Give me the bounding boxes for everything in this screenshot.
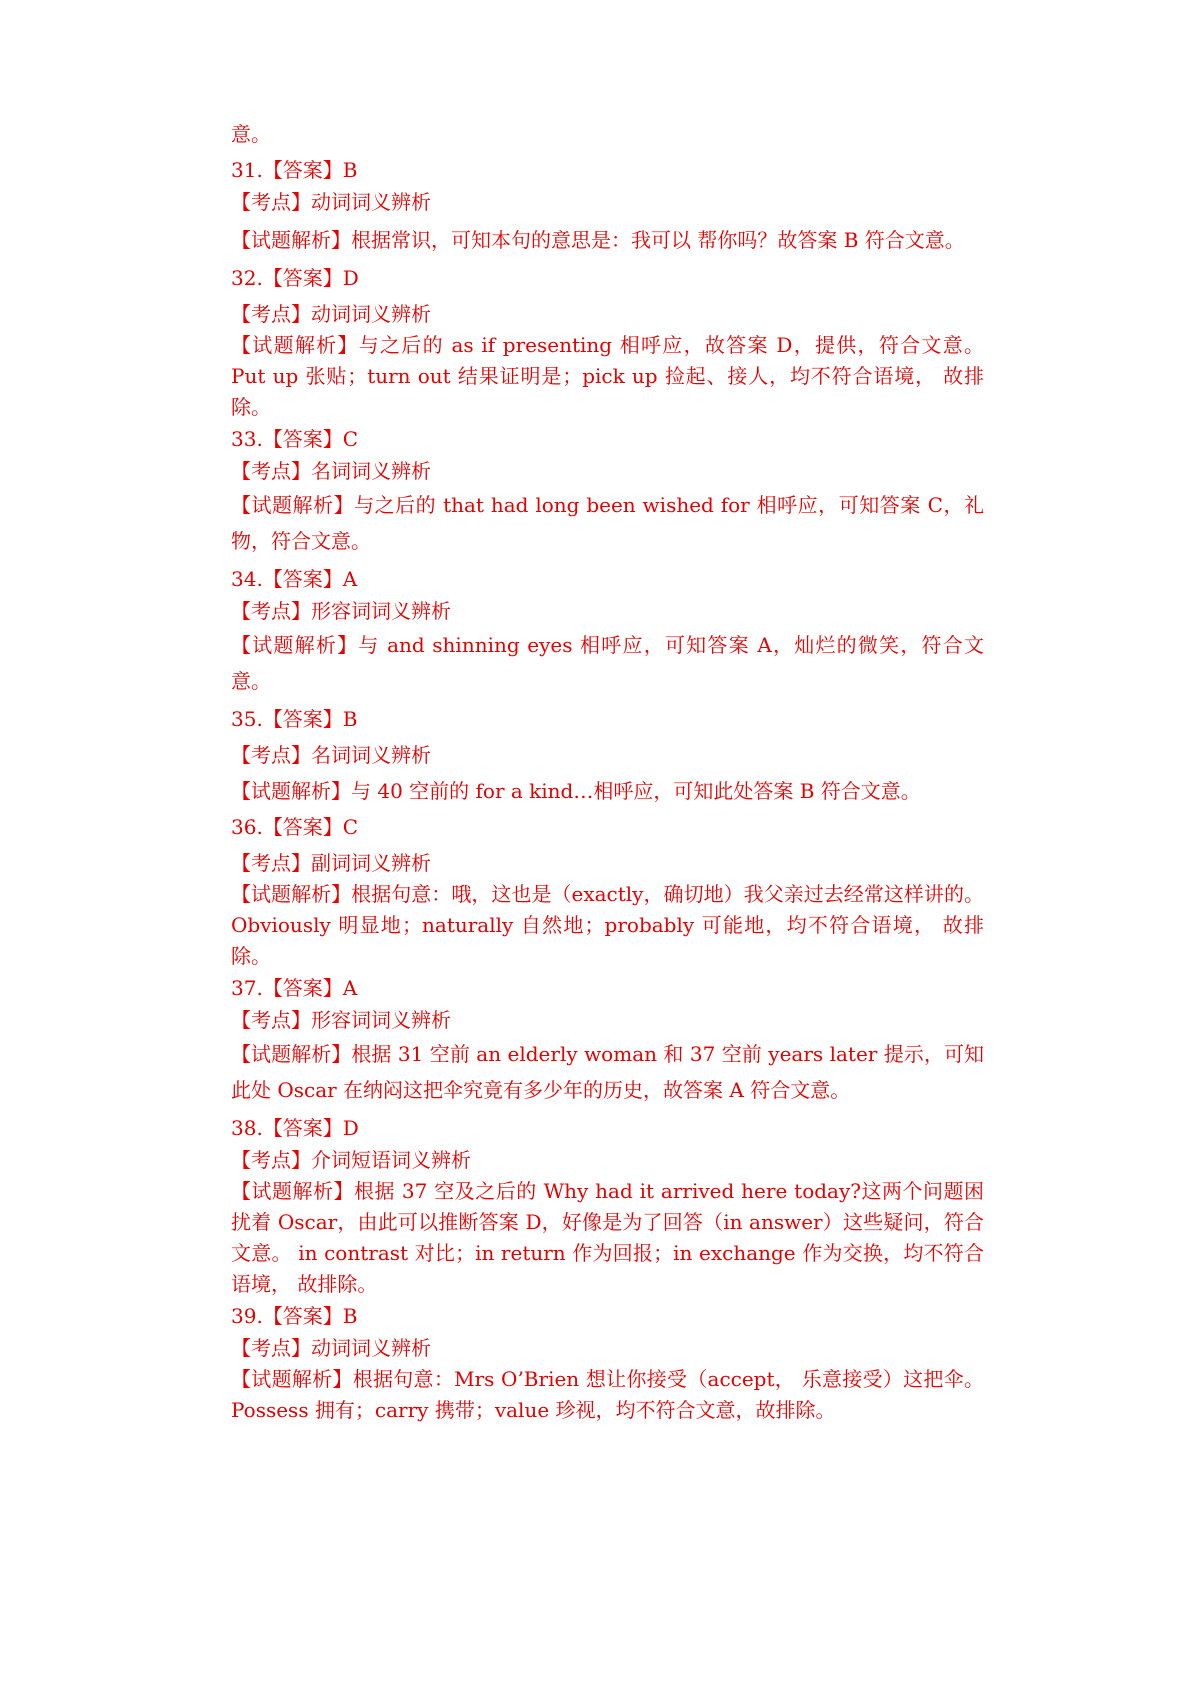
analysis-37: 【试题解析】根据 31 空前 an elderly woman 和 37 空前 years later 提示，可知此处 Oscar 在纳闷这把伞究竟有多少年的历史，故答案 A 符合文意。 — [231, 1042, 984, 1102]
topic-33: 【考点】名词词义辨析 — [231, 459, 431, 483]
topic-39: 【考点】动词词义辨析 — [231, 1336, 431, 1360]
answer-39: 39.【答案】B — [231, 1304, 358, 1328]
answer-35: 35.【答案】B — [231, 707, 358, 731]
answer-38: 38.【答案】D — [231, 1116, 359, 1140]
continued-text: 意。 — [231, 122, 271, 146]
topic-36: 【考点】副词词义辨析 — [231, 851, 431, 875]
answer-explanations — [231, 118, 984, 1426]
topic-38: 【考点】介词短语词义辨析 — [231, 1148, 471, 1172]
topic-31: 【考点】动词词义辨析 — [231, 190, 431, 214]
analysis-32: 【试题解析】与之后的 as if presenting 相呼应，故答案 D，提供，符合文意。 Put up 张贴；turn out 结果证明是；pick up 捡起、接人，均不符合语境， 故排除。 — [231, 333, 984, 419]
answer-37: 37.【答案】A — [231, 976, 358, 1000]
analysis-31: 【试题解析】根据常识，可知本句的意思是：我可以 帮你吗？故答案 B 符合文意。 — [231, 228, 965, 252]
analysis-39: 【试题解析】根据句意：Mrs O’Brien 想让你接受（accept， 乐意接受）这把伞。 Possess 拥有；carry 携带；value 珍视，均不符合文意，故排除。 — [231, 1367, 984, 1422]
analysis-38: 【试题解析】根据 37 空及之后的 Why had it arrived here today?这两个问题困扰着 Oscar，由此可以推断答案 D，好像是为了回答（in answer）这些疑问，符合文意。 in contrast 对比；in return 作为回报；in exchange 作为交换，均不符合语境， 故排除。 — [231, 1179, 984, 1296]
topic-34: 【考点】形容词词义辨析 — [231, 599, 451, 623]
analysis-35: 【试题解析】与 40 空前的 for a kind…相呼应，可知此处答案 B 符合文意。 — [231, 779, 921, 803]
topic-35: 【考点】名词词义辨析 — [231, 743, 431, 767]
topic-37: 【考点】形容词词义辨析 — [231, 1008, 451, 1032]
answer-36: 36.【答案】C — [231, 815, 359, 839]
answer-31: 31.【答案】B — [231, 158, 358, 182]
topic-32: 【考点】动词词义辨析 — [231, 302, 431, 326]
answer-34: 34.【答案】A — [231, 567, 358, 591]
analysis-34: 【试题解析】与 and shinning eyes 相呼应，可知答案 A，灿烂的微笑，符合文意。 — [231, 633, 984, 693]
analysis-36: 【试题解析】根据句意：哦，这也是（exactly，确切地）我父亲过去经常这样讲的。 Obviously 明显地；naturally 自然地；probably 可能地，均不符合语境， 故排除。 — [231, 882, 984, 968]
answer-33: 33.【答案】C — [231, 427, 359, 451]
analysis-33: 【试题解析】与之后的 that had long been wished for 相呼应，可知答案 C，礼物，符合文意。 — [231, 493, 984, 553]
answer-32: 32.【答案】D — [231, 266, 359, 290]
